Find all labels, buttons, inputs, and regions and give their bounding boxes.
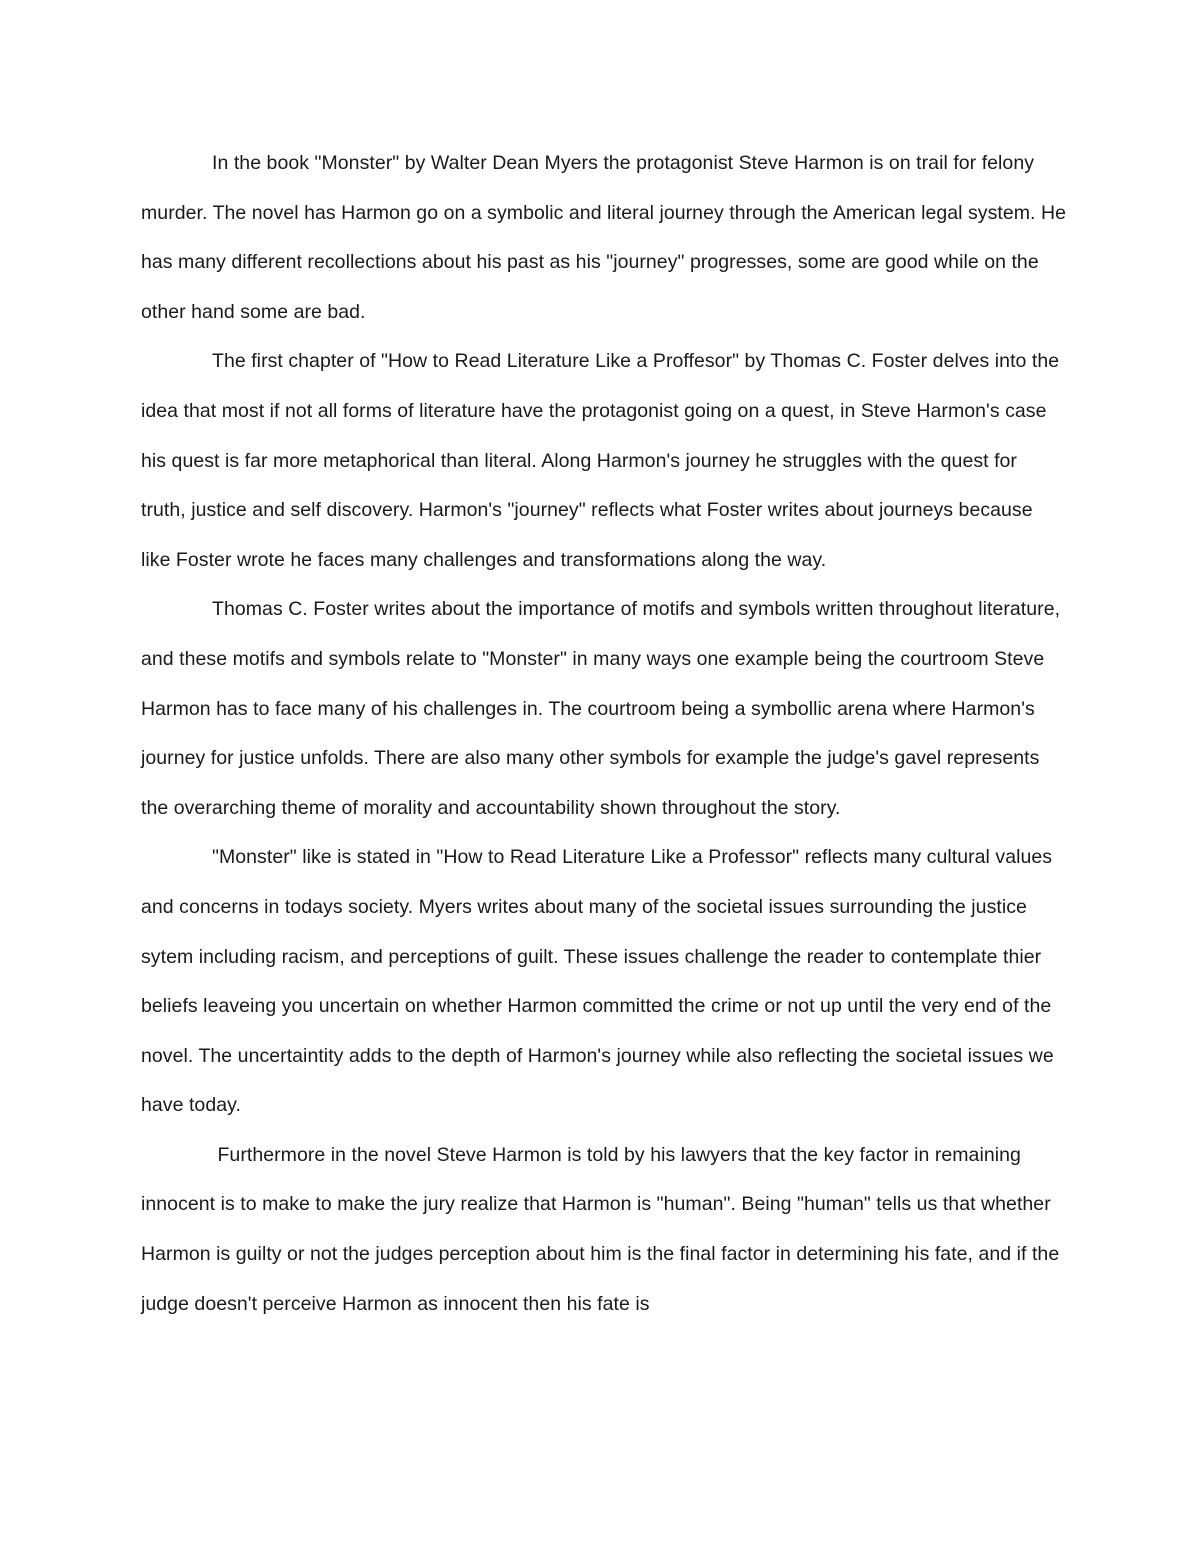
paragraph-4: "Monster" like is stated in "How to Read Literature Like a Professor" reflects many cultural values and concerns in todays society. Myers writes about many of the societal issues surrounding the justice sytem including racism, and perceptions of guilt. These issues challenge the reader to contemplate thier beliefs leaveing you uncertain on whether Harmon committed the crime or not up until the very end of the novel. The uncertaintity adds to the depth of Harmon's journey while also reflecting the societal issues we have today. [141,846,1060,1117]
paragraph-2: The first chapter of "How to Read Literature Like a Proffesor" by Thomas C. Foster delves into the idea that most if not all forms of literature have the protagonist going on a quest, in Steve Harmon's case his quest is far more metaphorical than literal. Along Harmon's journey he struggles with the quest for truth, justice and self discovery. Harmon's "journey" reflects what Foster writes about journeys because like Foster wrote he faces many challenges and transformations along the way. [141,350,1065,571]
paragraph-1: In the book "Monster" by Walter Dean Myers the protagonist Steve Harmon is on trail for felony murder. The novel has Harmon go on a symbolic and literal journey through the American legal system. He has many different recollections about his past as his "journey" progresses, some are good while on the other hand some are bad. [141,152,1072,323]
paragraph-5: Furthermore in the novel Steve Harmon is told by his lawyers that the key factor in remaining innocent is to make to make the jury realize that Harmon is "human". Being "human" tells us that whether Harmon is guilty or not the judges perception about him is the final factor in determining his fate, and if the judge doesn't perceive Harmon as innocent then his fate is [141,1143,1065,1315]
paragraph-3: Thomas C. Foster writes about the importance of motifs and symbols written throughout literature, and these motifs and symbols relate to "Monster" in many ways one example being the courtroom Steve Harmon has to face many of his challenges in. The courtroom being a symbollic arena where Harmon's journey for justice unfolds. There are also many other symbols for example the judge's gavel represents the overarching theme of morality and accountability shown throughout the story. [141,598,1066,819]
essay-body [141,139,1072,1329]
